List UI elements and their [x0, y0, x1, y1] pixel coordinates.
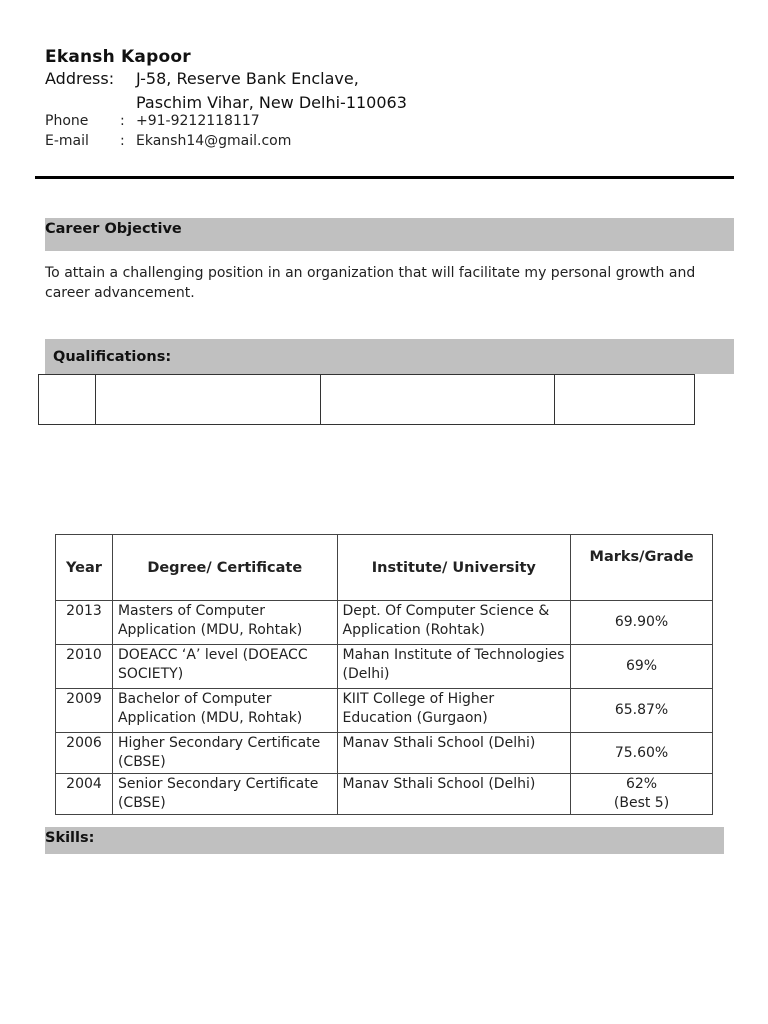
candidate-name: Ekansh Kapoor — [45, 47, 191, 67]
empty-table-divider — [320, 375, 321, 424]
header-year: Year — [56, 535, 113, 601]
objective-text: To attain a challenging position in an organization that will facilitate my personal growth and career advancement. — [45, 265, 696, 301]
cell-marks: 62% (Best 5) — [571, 774, 713, 815]
address-line-2: Paschim Vihar, New Delhi-110063 — [136, 93, 407, 112]
table-row — [56, 689, 713, 733]
header-institute: Institute/ University — [337, 535, 571, 601]
header-marks: Marks/Grade — [571, 535, 713, 601]
header-divider — [35, 176, 734, 179]
cell-marks: 69.90% — [571, 601, 713, 645]
phone-number: +91-9212118117 — [136, 113, 260, 129]
phone-separator: : — [120, 113, 125, 129]
cell-institute: KIIT College of Higher Education (Gurgaon) — [337, 689, 571, 733]
table-row — [56, 733, 713, 774]
qualifications-table — [55, 534, 713, 815]
header-degree: Degree/ Certificate — [112, 535, 337, 601]
cell-marks: 65.87% — [571, 689, 713, 733]
email-address: Ekansh14@gmail.com — [136, 133, 292, 149]
cell-degree: Bachelor of Computer Application (MDU, Rohtak) — [112, 689, 337, 733]
cell-institute: Dept. Of Computer Science & Application (Rohtak) — [337, 601, 571, 645]
cell-degree: Masters of Computer Application (MDU, Rohtak) — [112, 601, 337, 645]
cell-institute: Manav Sthali School (Delhi) — [337, 774, 571, 815]
cell-degree: Higher Secondary Certificate (CBSE) — [112, 733, 337, 774]
career-objective-title: Career Objective — [45, 221, 182, 237]
cell-degree: Senior Secondary Certificate (CBSE) — [112, 774, 337, 815]
cell-degree: DOEACC ‘A’ level (DOEACC SOCIETY) — [112, 645, 337, 689]
email-label: E-mail — [45, 133, 89, 149]
cell-year: 2009 — [56, 689, 113, 733]
career-objective-heading — [45, 218, 734, 251]
address-line-1: J-58, Reserve Bank Enclave, — [136, 69, 359, 88]
empty-table-row — [38, 374, 695, 425]
cell-year: 2010 — [56, 645, 113, 689]
cell-marks: 69% — [571, 645, 713, 689]
cell-institute: Mahan Institute of Technologies (Delhi) — [337, 645, 571, 689]
empty-table-divider — [95, 375, 96, 424]
qualifications-title: Qualifications: — [53, 349, 172, 365]
cell-institute: Manav Sthali School (Delhi) — [337, 733, 571, 774]
phone-label: Phone — [45, 113, 89, 129]
skills-heading — [45, 827, 724, 854]
email-separator: : — [120, 133, 125, 149]
table-row — [56, 601, 713, 645]
table-row — [56, 645, 713, 689]
cell-year: 2006 — [56, 733, 113, 774]
cell-year: 2013 — [56, 601, 113, 645]
address-label: Address: — [45, 69, 115, 88]
cell-marks: 75.60% — [571, 733, 713, 774]
cell-year: 2004 — [56, 774, 113, 815]
qualifications-heading — [45, 339, 734, 374]
table-row — [56, 774, 713, 815]
skills-title: Skills: — [45, 830, 95, 846]
table-header-row — [56, 535, 713, 601]
empty-table-divider — [554, 375, 555, 424]
